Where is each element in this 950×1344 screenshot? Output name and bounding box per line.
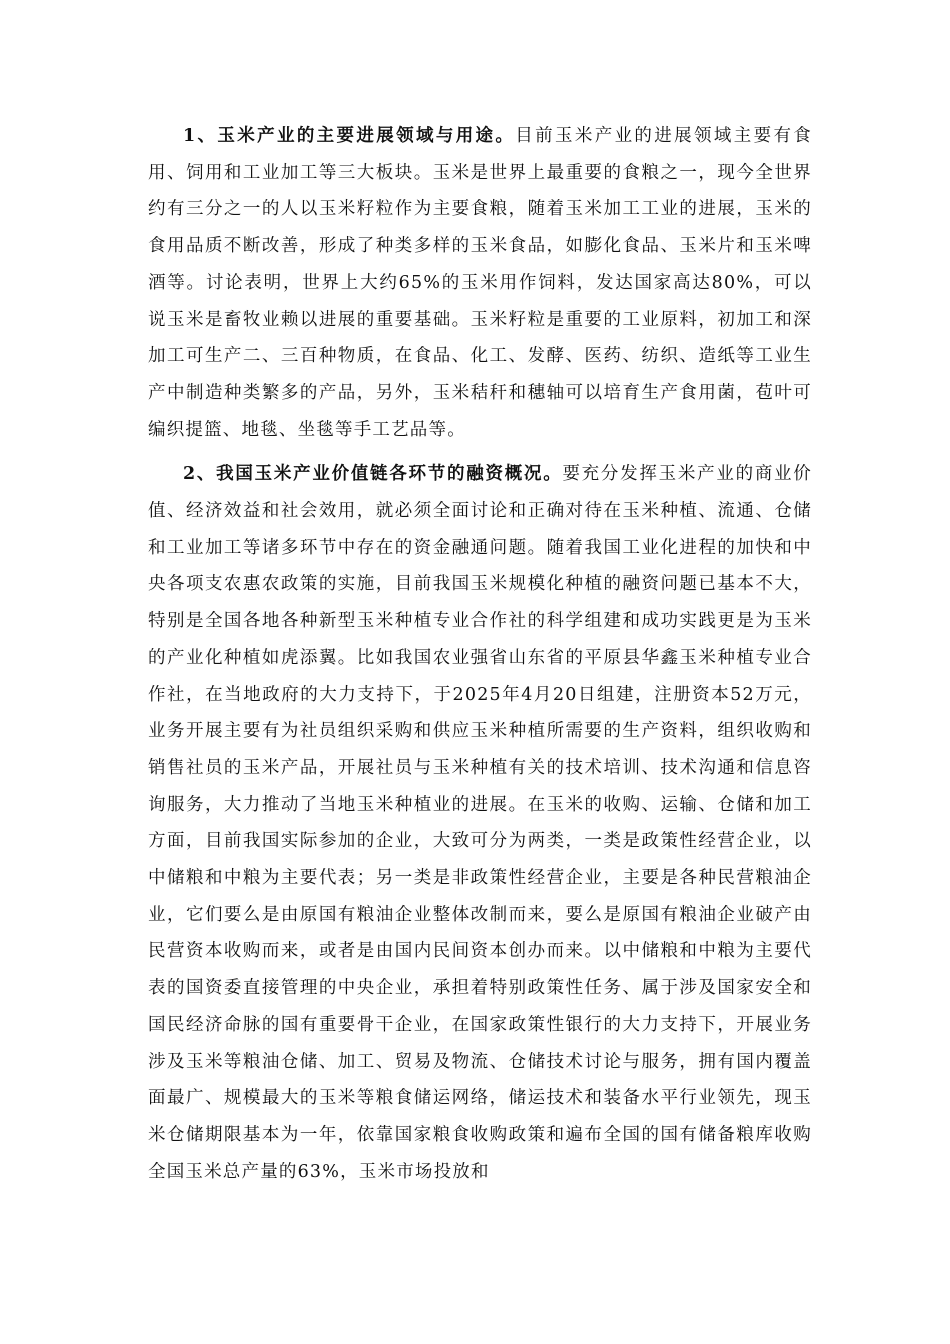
section-heading-financing-overview: 2、我国玉米产业价值链各环节的融资概况。: [183, 464, 563, 485]
paragraph-corn-uses: [148, 118, 812, 448]
document-body: [148, 118, 812, 1198]
paragraph-text-financing-overview: 要充分发挥玉米产业的商业价值、经济效益和社会效用，就必须全面讨论和正确对待在玉米种植、流通、仓储和工业加工等诸多环节中存在的资金融通问题。随着我国工业化进程的加快和中央各项支农惠农政策的实施，目前我国玉米规模化种植的融资问题已基本不大，特别是全国各地各种新型玉米种植专业合作社的科学组建和成功实践更是为玉米的产业化种植如虎添翼。比如我国农业强省山东省的平原县华鑫玉米种植专业合作社，在当地政府的大力支持下，于2025年4月20日组建，注册资本52万元，业务开展主要有为社员组织采购和供应玉米种植所需要的生产资料，组织收购和销售社员的玉米产品，开展社员与玉米种植有关的技术培训、技术沟通和信息咨询服务，大力推动了当地玉米种植业的进展。在玉米的收购、运输、仓储和加工方面，目前我国实际参加的企业，大致可分为两类，一类是政策性经营企业，以中储粮和中粮为主要代表；另一类是非政策性经营企业，主要是各种民营粮油企业，它们要么是由原国有粮油企业整体改制而来，要么是原国有粮油企业破产由民营资本收购而来，或者是由国内民间资本创办而来。以中储粮和中粮为主要代表的国资委直接管理的中央企业，承担着特别政策性任务、属于涉及国家安全和国民经济命脉的国有重要骨干企业，在国家政策性银行的大力支持下，开展业务涉及玉米等粮油仓储、加工、贸易及物流、仓储技术讨论与服务，拥有国内覆盖面最广、规模最大的玉米等粮食储运网络，储运技术和装备水平行业领先，现玉米仓储期限基本为一年，依靠国家粮食收购政策和遍布全国的国有储备粮库收购全国玉米总产量的63%，玉米市场投放和: [148, 464, 812, 1182]
section-heading-corn-uses: 1、玉米产业的主要进展领域与用途。: [183, 126, 516, 146]
paragraph-text-corn-uses: 目前玉米产业的进展领域主要有食用、饲用和工业加工等三大板块。玉米是世界上最重要的食粮之一，现今全世界约有三分之一的人以玉米籽粒作为主要食粮，随着玉米加工工业的进展，玉米的食用品质不断改善，形成了种类多样的玉米食品，如膨化食品、玉米片和玉米啤酒等。讨论表明，世界上大约65%的玉米用作饲料，发达国家高达80%，可以说玉米是畜牧业赖以进展的重要基础。玉米籽粒是重要的工业原料，初加工和深加工可生产二、三百种物质，在食品、化工、发酵、医药、纺织、造纸等工业生产中制造种类繁多的产品，另外，玉米秸秆和穗轴可以培育生产食用菌，苞叶可编织提篮、地毯、坐毯等手工艺品等。: [148, 126, 813, 440]
paragraph-financing-overview: [148, 456, 812, 1190]
